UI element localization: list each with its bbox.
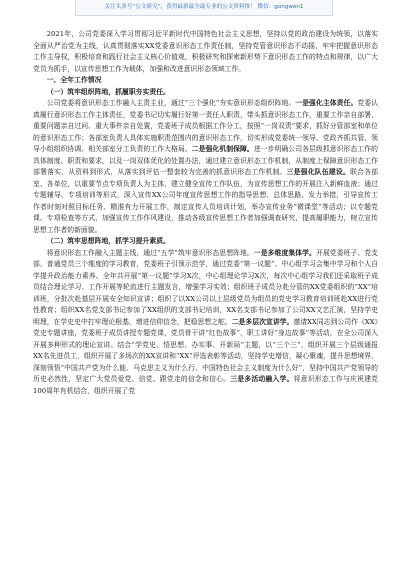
body-paragraph [33, 248, 378, 398]
section-heading [33, 87, 378, 99]
paragraph-text: 开展党委班子、党支部、普通党员三个维度的学习教育，党委班子引领示范学，通过党委“第一议题”、中心组学习会集中学习和个人自学提升政治能力素养。全年共开展“第一议题”学习X次，中心组理论学习X次，每次中心组学习我们还采取班子成员结合理论学习、工作开展等轮流进行主题发言，增强学习实效；组织班子成员分赴分管的XX党委组织的“XX”培训班，分批次赴基层开展安全知识宣讲；组织了以XX公司以上层级党员为组员的党史学习教育培训班赴XX进行党性教育；组织XX名党支部书记参加了XX组织的支部书记培训，XX名支部书记参加了公司XX文艺汇演，坚持学史明理，在学史史中打牢理论根基，增进信仰信念，把稳思想之舵。 [33, 248, 378, 326]
bold-lead-phrase: 二是强化机制保障。 [191, 145, 254, 153]
paragraph-text: 将意识形态工作与庆祝建党100周年有机结合，组织开展了党 [33, 375, 378, 395]
paragraph-text: 联合各部室、各单位，以重要节点专项负责人为主体，建立健全宣传工作队伍，为宣传思想工作的开展注入新鲜血液；通过专题辅导、专项培训等形式，深入宣传XX公司年度宣传思想工作的指导思想、总体思路、发力举措，引导宣传工作者时刻对照目标任务、精准有力开展工作，制定宣传人员培训计划，举办宣传业务“微课堂”等活动；以专题党课、专项检查等方式，加强宣传工作作风建设，推动各级宣传思想工作者加强调查研究，提高履职能力，树立宣传思想工作者的新面貌。 [33, 168, 378, 234]
paragraph-text: 公司党委将意识形态工作融入主责主业，通过“三个强化”夯实意识形态组织阵地。 [46, 99, 296, 107]
document-body [33, 29, 378, 397]
bold-lead-phrase: 三是多活动融入学。 [230, 375, 294, 383]
source-banner: 关注头条号“公文研究”，获得最新最全最专业的公文资料推！ 微信：gongwen1 [75, 0, 333, 16]
bold-lead-phrase: 二是多层次宣讲学。 [231, 317, 294, 326]
section-heading [33, 236, 378, 248]
bold-lead-phrase: 三是强化队伍建设。 [286, 168, 350, 176]
section-heading [33, 75, 378, 87]
paragraph-text: 邀请XX同志到公司作《XX》党史专题讲座，党委班子成员讲授专题党课，党员骨干讲“红色故事”，职工讲好“身边故事”等活动，在全公司深入开展多种形式的理论宣讲。结合“学党史、悟思想、办实事、开新局”主题，以“三个三”，组织开展三个层级通报XX名先进员工，组织开展了多场次的XX宣讲和“XX”评选表彰等活动，坚持学史增信，凝心聚魂，提升思想境界，深刻领悟“中国共产党为什么能、马克思主义为什么行、中国特色社会主义制度为什么好”，坚持中国共产党领导的历史必然性，坚定广大党员爱党、信党、跟党走的信念和信心。 [33, 317, 378, 383]
bold-lead-phrase: 一是多维度集体学。 [253, 248, 316, 257]
body-paragraph [33, 98, 378, 236]
paragraph-text: 一、全年工作情况 [46, 76, 102, 84]
paragraph-text: 进一步明确公司各层级抓意识形态工作的具体制度、职责和要求，以及一岗双体优化的处置办法，通过建立意识形态工作机制，从制度上保障意识形态工作部署落实，从资料到形式，从落实到评估一整套较为完善的抓意识形态工作机制。 [33, 145, 378, 176]
paragraph-text: 2021年，公司党委深入学习贯彻习近平新时代中国特色社会主义思想，坚持以党的政治建设为统领，以落实全面从严治党为主线，认真贯彻落实XX党委意识形态工作责任制，坚持党管意识形态不动摇，牢牢把握意识形态工作主导权，积极培育和践行社会主义核心价值观，积极研究和探索新形势下意识形态工作的特点和规律，以广大党员为抓手，以宣传思想工作为载体，加强和改进意识形态领域工作。 [33, 30, 378, 73]
body-paragraph [33, 29, 378, 75]
paragraph-text: （一）筑牢组织阵地，抓履职夯实责任。 [46, 87, 170, 96]
paragraph-text: 将意识形态工作融入主题主线，通过“五学”筑牢意识形态思想阵地。 [46, 248, 254, 257]
paragraph-text: （二）筑牢思想阵地，抓学习提升素质。 [46, 237, 170, 245]
paragraph-text: 党委认真履行意识形态工作主体责任，党委书记切实履行好第一责任人职责，带头抓意识形态工作，重要工作亲自部署、重要问题亲自过问、重大事件亲自处置，党委班子成员根据工作分工，按照“一岗双责”要求，抓好分管部室和单位的意识形态工作；各部室负责人具体实施职责范围内的意识形态工作，切实形成党委统一领导、党政齐抓共管、领导小组组织协调、相关部室分工负责的工作大格局。 [33, 99, 378, 153]
bold-lead-phrase: 一是强化主体责任。 [295, 99, 358, 107]
